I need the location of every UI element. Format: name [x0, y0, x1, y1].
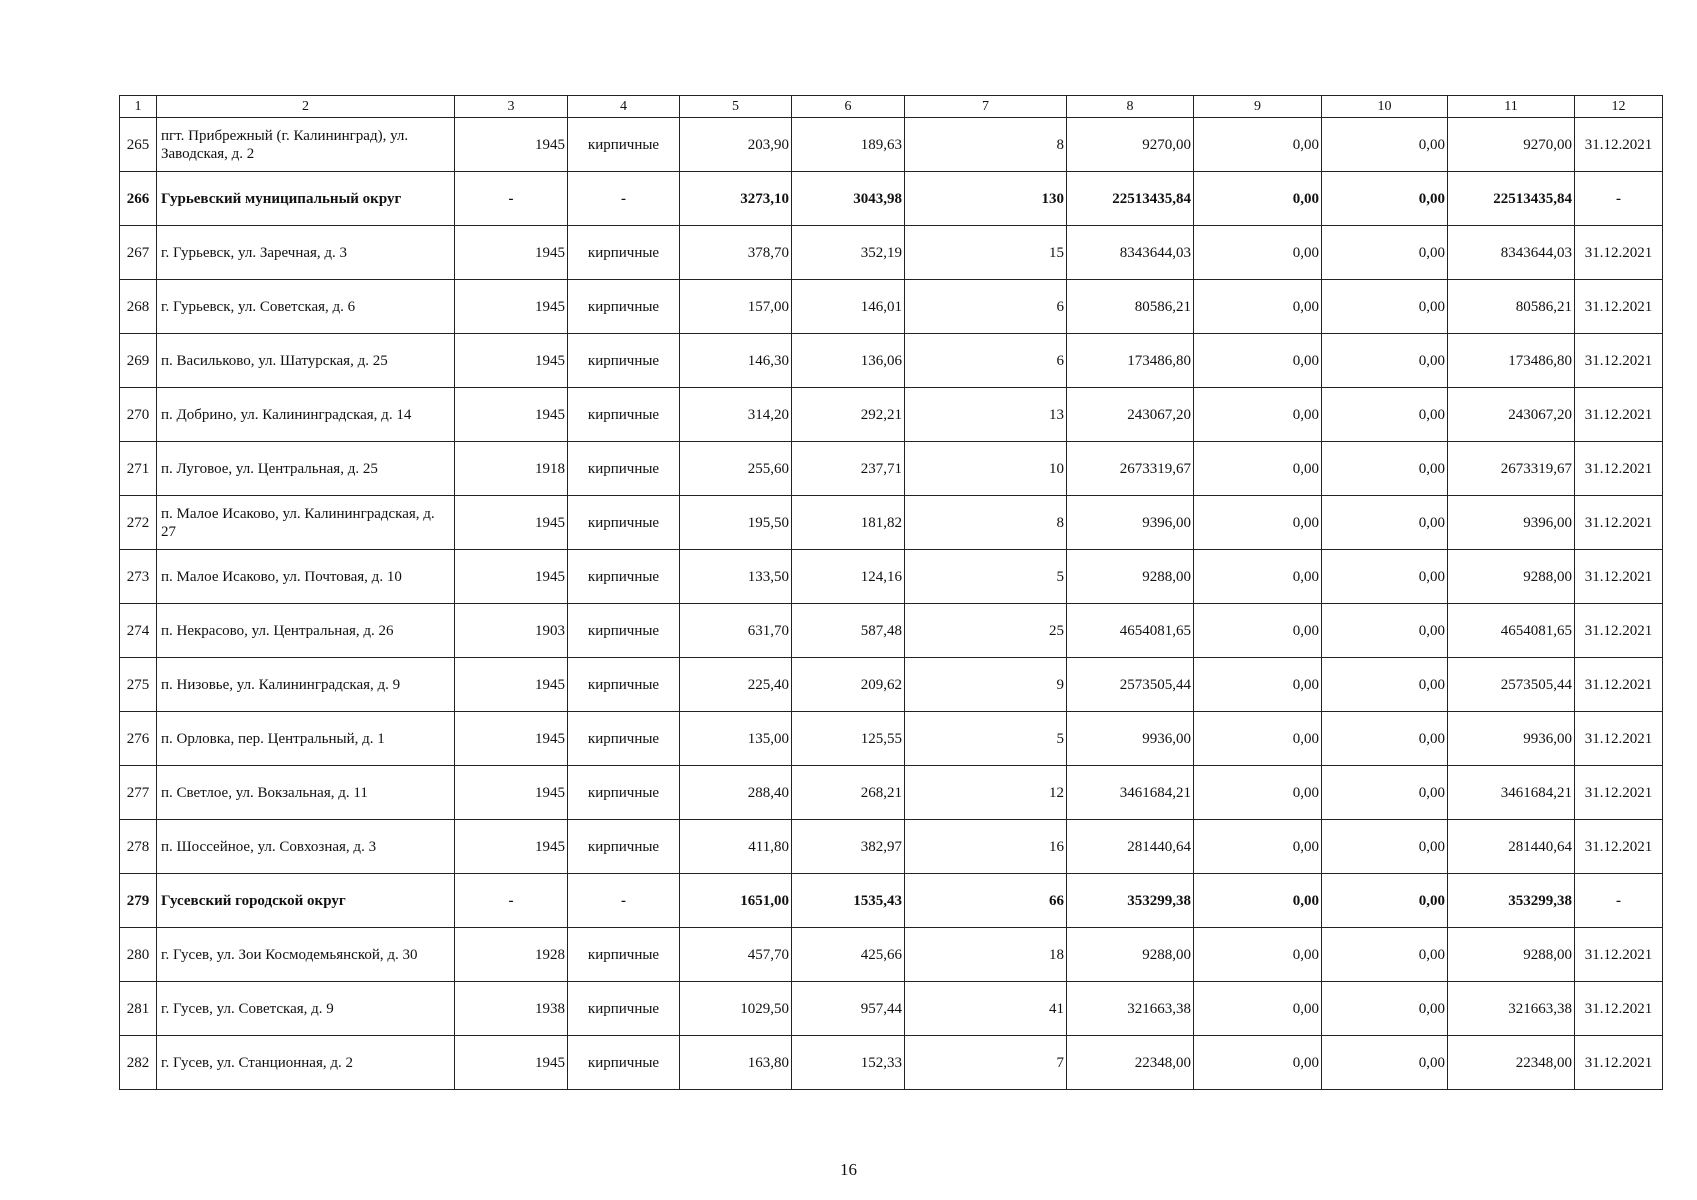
- col11-cell: 9936,00: [1448, 712, 1575, 766]
- row-number: 268: [120, 280, 157, 334]
- col9-cell: 0,00: [1194, 1036, 1322, 1090]
- col5-cell: 225,40: [680, 658, 792, 712]
- col7-cell: 6: [905, 334, 1067, 388]
- address-cell: г. Гурьевск, ул. Заречная, д. 3: [157, 226, 455, 280]
- table-row: [120, 550, 1663, 604]
- address-cell: г. Гурьевск, ул. Советская, д. 6: [157, 280, 455, 334]
- year-cell: 1945: [455, 280, 568, 334]
- col5-cell: 146,30: [680, 334, 792, 388]
- year-cell: -: [455, 172, 568, 226]
- row-number: 273: [120, 550, 157, 604]
- row-number: 274: [120, 604, 157, 658]
- registry-table-container: [119, 95, 1662, 1090]
- col6-cell: 587,48: [792, 604, 905, 658]
- col5-cell: 157,00: [680, 280, 792, 334]
- wall-material-cell: кирпичные: [568, 280, 680, 334]
- date-cell: 31.12.2021: [1575, 280, 1663, 334]
- col9-cell: 0,00: [1194, 604, 1322, 658]
- col8-cell: 4654081,65: [1067, 604, 1194, 658]
- header-col-7: 7: [905, 96, 1067, 118]
- table-row: [120, 820, 1663, 874]
- table-row: [120, 982, 1663, 1036]
- row-number: 272: [120, 496, 157, 550]
- col5-cell: 255,60: [680, 442, 792, 496]
- col10-cell: 0,00: [1322, 334, 1448, 388]
- col10-cell: 0,00: [1322, 712, 1448, 766]
- year-cell: 1945: [455, 658, 568, 712]
- col10-cell: 0,00: [1322, 388, 1448, 442]
- year-cell: 1938: [455, 982, 568, 1036]
- col11-cell: 9270,00: [1448, 118, 1575, 172]
- col10-cell: 0,00: [1322, 172, 1448, 226]
- table-row: [120, 280, 1663, 334]
- col8-cell: 9270,00: [1067, 118, 1194, 172]
- address-cell: п. Низовье, ул. Калининградская, д. 9: [157, 658, 455, 712]
- row-number: 269: [120, 334, 157, 388]
- col11-cell: 8343644,03: [1448, 226, 1575, 280]
- col8-cell: 2573505,44: [1067, 658, 1194, 712]
- row-number: 280: [120, 928, 157, 982]
- table-row: [120, 766, 1663, 820]
- col5-cell: 457,70: [680, 928, 792, 982]
- date-cell: 31.12.2021: [1575, 766, 1663, 820]
- col7-cell: 18: [905, 928, 1067, 982]
- year-cell: 1945: [455, 226, 568, 280]
- col6-cell: 125,55: [792, 712, 905, 766]
- address-cell: г. Гусев, ул. Зои Космодемьянской, д. 30: [157, 928, 455, 982]
- address-cell: г. Гусев, ул. Советская, д. 9: [157, 982, 455, 1036]
- col6-cell: 425,66: [792, 928, 905, 982]
- col6-cell: 1535,43: [792, 874, 905, 928]
- address-cell: п. Шоссейное, ул. Совхозная, д. 3: [157, 820, 455, 874]
- date-cell: 31.12.2021: [1575, 658, 1663, 712]
- year-cell: 1903: [455, 604, 568, 658]
- wall-material-cell: кирпичные: [568, 604, 680, 658]
- address-cell: п. Васильково, ул. Шатурская, д. 25: [157, 334, 455, 388]
- col8-cell: 9936,00: [1067, 712, 1194, 766]
- col6-cell: 237,71: [792, 442, 905, 496]
- row-number: 277: [120, 766, 157, 820]
- wall-material-cell: кирпичные: [568, 928, 680, 982]
- header-col-9: 9: [1194, 96, 1322, 118]
- header-col-6: 6: [792, 96, 905, 118]
- wall-material-cell: -: [568, 172, 680, 226]
- col8-cell: 173486,80: [1067, 334, 1194, 388]
- col8-cell: 9288,00: [1067, 550, 1194, 604]
- col7-cell: 6: [905, 280, 1067, 334]
- address-cell: п. Луговое, ул. Центральная, д. 25: [157, 442, 455, 496]
- col11-cell: 281440,64: [1448, 820, 1575, 874]
- table-body: [120, 118, 1663, 1090]
- col9-cell: 0,00: [1194, 280, 1322, 334]
- col6-cell: 292,21: [792, 388, 905, 442]
- col6-cell: 268,21: [792, 766, 905, 820]
- wall-material-cell: кирпичные: [568, 820, 680, 874]
- col8-cell: 353299,38: [1067, 874, 1194, 928]
- col6-cell: 146,01: [792, 280, 905, 334]
- col6-cell: 124,16: [792, 550, 905, 604]
- col7-cell: 5: [905, 550, 1067, 604]
- address-cell: п. Малое Исаково, ул. Почтовая, д. 10: [157, 550, 455, 604]
- col9-cell: 0,00: [1194, 496, 1322, 550]
- col11-cell: 2673319,67: [1448, 442, 1575, 496]
- col11-cell: 4654081,65: [1448, 604, 1575, 658]
- col9-cell: 0,00: [1194, 172, 1322, 226]
- date-cell: 31.12.2021: [1575, 928, 1663, 982]
- col10-cell: 0,00: [1322, 550, 1448, 604]
- year-cell: 1945: [455, 388, 568, 442]
- header-col-8: 8: [1067, 96, 1194, 118]
- col8-cell: 22348,00: [1067, 1036, 1194, 1090]
- address-cell: пгт. Прибрежный (г. Калининград), ул. Заводская, д. 2: [157, 118, 455, 172]
- year-cell: -: [455, 874, 568, 928]
- row-number: 282: [120, 1036, 157, 1090]
- col9-cell: 0,00: [1194, 550, 1322, 604]
- wall-material-cell: кирпичные: [568, 226, 680, 280]
- col7-cell: 10: [905, 442, 1067, 496]
- row-number: 278: [120, 820, 157, 874]
- year-cell: 1918: [455, 442, 568, 496]
- col5-cell: 135,00: [680, 712, 792, 766]
- wall-material-cell: кирпичные: [568, 982, 680, 1036]
- table-row: [120, 496, 1663, 550]
- col10-cell: 0,00: [1322, 820, 1448, 874]
- year-cell: 1945: [455, 766, 568, 820]
- col5-cell: 1651,00: [680, 874, 792, 928]
- col11-cell: 9288,00: [1448, 928, 1575, 982]
- col8-cell: 9288,00: [1067, 928, 1194, 982]
- col11-cell: 353299,38: [1448, 874, 1575, 928]
- header-col-12: 12: [1575, 96, 1663, 118]
- col9-cell: 0,00: [1194, 118, 1322, 172]
- col7-cell: 12: [905, 766, 1067, 820]
- date-cell: 31.12.2021: [1575, 550, 1663, 604]
- col5-cell: 3273,10: [680, 172, 792, 226]
- col6-cell: 957,44: [792, 982, 905, 1036]
- date-cell: 31.12.2021: [1575, 604, 1663, 658]
- col7-cell: 5: [905, 712, 1067, 766]
- col11-cell: 80586,21: [1448, 280, 1575, 334]
- row-number: 279: [120, 874, 157, 928]
- subtotal-row: [120, 874, 1663, 928]
- row-number: 271: [120, 442, 157, 496]
- table-row: [120, 604, 1663, 658]
- col7-cell: 41: [905, 982, 1067, 1036]
- col5-cell: 203,90: [680, 118, 792, 172]
- table-header: [120, 96, 1663, 118]
- registry-table: [119, 95, 1663, 1090]
- col6-cell: 352,19: [792, 226, 905, 280]
- col6-cell: 209,62: [792, 658, 905, 712]
- col9-cell: 0,00: [1194, 658, 1322, 712]
- wall-material-cell: кирпичные: [568, 334, 680, 388]
- col8-cell: 22513435,84: [1067, 172, 1194, 226]
- col6-cell: 152,33: [792, 1036, 905, 1090]
- date-cell: 31.12.2021: [1575, 496, 1663, 550]
- year-cell: 1945: [455, 496, 568, 550]
- col8-cell: 3461684,21: [1067, 766, 1194, 820]
- col9-cell: 0,00: [1194, 820, 1322, 874]
- address-cell: п. Светлое, ул. Вокзальная, д. 11: [157, 766, 455, 820]
- page-number: 16: [840, 1160, 857, 1179]
- col10-cell: 0,00: [1322, 226, 1448, 280]
- date-cell: -: [1575, 172, 1663, 226]
- address-cell: п. Добрино, ул. Калининградская, д. 14: [157, 388, 455, 442]
- row-number: 265: [120, 118, 157, 172]
- col6-cell: 181,82: [792, 496, 905, 550]
- row-number: 275: [120, 658, 157, 712]
- year-cell: 1945: [455, 712, 568, 766]
- date-cell: 31.12.2021: [1575, 982, 1663, 1036]
- col6-cell: 382,97: [792, 820, 905, 874]
- header-col-10: 10: [1322, 96, 1448, 118]
- date-cell: 31.12.2021: [1575, 334, 1663, 388]
- col8-cell: 281440,64: [1067, 820, 1194, 874]
- col11-cell: 22348,00: [1448, 1036, 1575, 1090]
- col11-cell: 3461684,21: [1448, 766, 1575, 820]
- col9-cell: 0,00: [1194, 766, 1322, 820]
- wall-material-cell: кирпичные: [568, 496, 680, 550]
- table-row: [120, 658, 1663, 712]
- year-cell: 1928: [455, 928, 568, 982]
- col8-cell: 243067,20: [1067, 388, 1194, 442]
- header-col-4: 4: [568, 96, 680, 118]
- col7-cell: 7: [905, 1036, 1067, 1090]
- col8-cell: 80586,21: [1067, 280, 1194, 334]
- col10-cell: 0,00: [1322, 280, 1448, 334]
- col7-cell: 130: [905, 172, 1067, 226]
- wall-material-cell: кирпичные: [568, 388, 680, 442]
- col5-cell: 411,80: [680, 820, 792, 874]
- col7-cell: 13: [905, 388, 1067, 442]
- col11-cell: 22513435,84: [1448, 172, 1575, 226]
- header-col-11: 11: [1448, 96, 1575, 118]
- col10-cell: 0,00: [1322, 496, 1448, 550]
- col5-cell: 133,50: [680, 550, 792, 604]
- address-cell: Гусевский городской округ: [157, 874, 455, 928]
- table-row: [120, 226, 1663, 280]
- wall-material-cell: кирпичные: [568, 766, 680, 820]
- col8-cell: 9396,00: [1067, 496, 1194, 550]
- col9-cell: 0,00: [1194, 442, 1322, 496]
- col8-cell: 8343644,03: [1067, 226, 1194, 280]
- wall-material-cell: кирпичные: [568, 1036, 680, 1090]
- address-cell: п. Орловка, пер. Центральный, д. 1: [157, 712, 455, 766]
- header-col-3: 3: [455, 96, 568, 118]
- year-cell: 1945: [455, 118, 568, 172]
- col7-cell: 9: [905, 658, 1067, 712]
- year-cell: 1945: [455, 1036, 568, 1090]
- table-row: [120, 334, 1663, 388]
- col9-cell: 0,00: [1194, 982, 1322, 1036]
- col11-cell: 321663,38: [1448, 982, 1575, 1036]
- col9-cell: 0,00: [1194, 712, 1322, 766]
- col7-cell: 66: [905, 874, 1067, 928]
- date-cell: 31.12.2021: [1575, 442, 1663, 496]
- wall-material-cell: кирпичные: [568, 658, 680, 712]
- col5-cell: 631,70: [680, 604, 792, 658]
- col8-cell: 321663,38: [1067, 982, 1194, 1036]
- year-cell: 1945: [455, 334, 568, 388]
- address-cell: п. Малое Исаково, ул. Калининградская, д. 27: [157, 496, 455, 550]
- col5-cell: 163,80: [680, 1036, 792, 1090]
- table-row: [120, 1036, 1663, 1090]
- date-cell: 31.12.2021: [1575, 820, 1663, 874]
- subtotal-row: [120, 172, 1663, 226]
- col5-cell: 314,20: [680, 388, 792, 442]
- row-number: 267: [120, 226, 157, 280]
- header-col-2: 2: [157, 96, 455, 118]
- col11-cell: 9288,00: [1448, 550, 1575, 604]
- col7-cell: 8: [905, 496, 1067, 550]
- year-cell: 1945: [455, 550, 568, 604]
- row-number: 276: [120, 712, 157, 766]
- col10-cell: 0,00: [1322, 118, 1448, 172]
- header-row: [120, 96, 1663, 118]
- date-cell: 31.12.2021: [1575, 118, 1663, 172]
- col9-cell: 0,00: [1194, 388, 1322, 442]
- row-number: 266: [120, 172, 157, 226]
- wall-material-cell: кирпичные: [568, 118, 680, 172]
- col9-cell: 0,00: [1194, 334, 1322, 388]
- address-cell: г. Гусев, ул. Станционная, д. 2: [157, 1036, 455, 1090]
- col10-cell: 0,00: [1322, 442, 1448, 496]
- col10-cell: 0,00: [1322, 604, 1448, 658]
- table-row: [120, 118, 1663, 172]
- col6-cell: 189,63: [792, 118, 905, 172]
- col9-cell: 0,00: [1194, 226, 1322, 280]
- address-cell: Гурьевский муниципальный округ: [157, 172, 455, 226]
- table-row: [120, 712, 1663, 766]
- col10-cell: 0,00: [1322, 982, 1448, 1036]
- date-cell: 31.12.2021: [1575, 226, 1663, 280]
- date-cell: 31.12.2021: [1575, 1036, 1663, 1090]
- col7-cell: 8: [905, 118, 1067, 172]
- row-number: 270: [120, 388, 157, 442]
- date-cell: 31.12.2021: [1575, 388, 1663, 442]
- table-row: [120, 442, 1663, 496]
- year-cell: 1945: [455, 820, 568, 874]
- col6-cell: 136,06: [792, 334, 905, 388]
- row-number: 281: [120, 982, 157, 1036]
- col11-cell: 9396,00: [1448, 496, 1575, 550]
- col7-cell: 25: [905, 604, 1067, 658]
- col7-cell: 16: [905, 820, 1067, 874]
- col10-cell: 0,00: [1322, 1036, 1448, 1090]
- col5-cell: 195,50: [680, 496, 792, 550]
- wall-material-cell: кирпичные: [568, 442, 680, 496]
- wall-material-cell: кирпичные: [568, 550, 680, 604]
- header-col-1: 1: [120, 96, 157, 118]
- col6-cell: 3043,98: [792, 172, 905, 226]
- col10-cell: 0,00: [1322, 928, 1448, 982]
- col10-cell: 0,00: [1322, 766, 1448, 820]
- header-col-5: 5: [680, 96, 792, 118]
- col10-cell: 0,00: [1322, 658, 1448, 712]
- col10-cell: 0,00: [1322, 874, 1448, 928]
- address-cell: п. Некрасово, ул. Центральная, д. 26: [157, 604, 455, 658]
- col5-cell: 288,40: [680, 766, 792, 820]
- wall-material-cell: кирпичные: [568, 712, 680, 766]
- col9-cell: 0,00: [1194, 928, 1322, 982]
- col8-cell: 2673319,67: [1067, 442, 1194, 496]
- col11-cell: 173486,80: [1448, 334, 1575, 388]
- date-cell: 31.12.2021: [1575, 712, 1663, 766]
- col5-cell: 1029,50: [680, 982, 792, 1036]
- col9-cell: 0,00: [1194, 874, 1322, 928]
- table-row: [120, 928, 1663, 982]
- col5-cell: 378,70: [680, 226, 792, 280]
- date-cell: -: [1575, 874, 1663, 928]
- col7-cell: 15: [905, 226, 1067, 280]
- wall-material-cell: -: [568, 874, 680, 928]
- col11-cell: 2573505,44: [1448, 658, 1575, 712]
- col11-cell: 243067,20: [1448, 388, 1575, 442]
- table-row: [120, 388, 1663, 442]
